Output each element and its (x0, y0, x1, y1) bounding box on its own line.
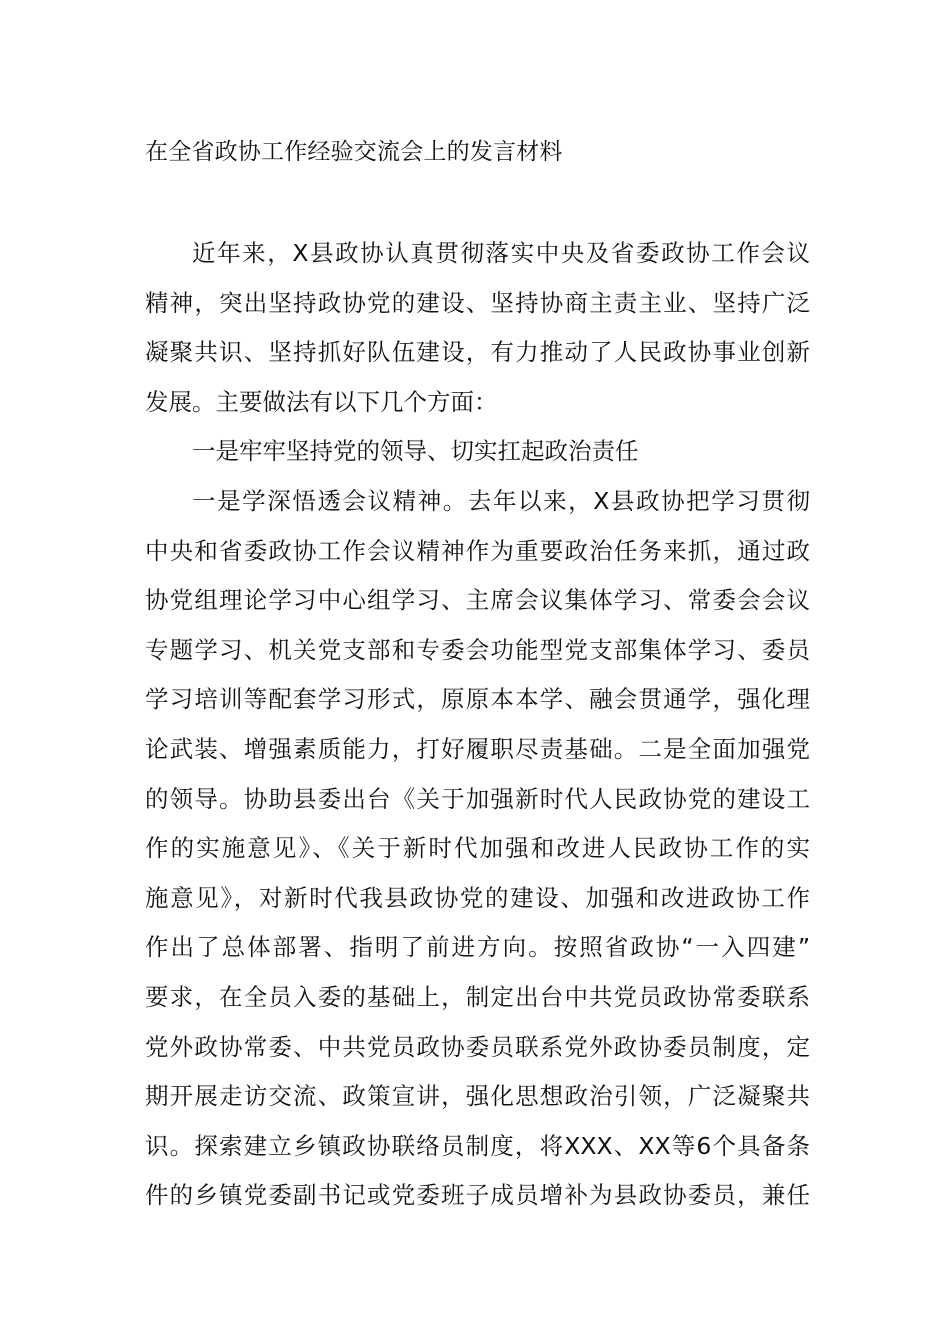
body-text-line: 的领导。协助县委出台《关于加强新时代人民政协党的建设工 (145, 784, 810, 813)
body-text-line: 要求，在全员入委的基础上，制定出台中共党员政协常委联系 (145, 982, 810, 1011)
body-text-line: 件的乡镇党委副书记或党委班子成员增补为县政协委员，兼任 (145, 1181, 810, 1210)
body-text-line: 一是学深悟透会议精神。去年以来，X县政协把学习贯彻 (192, 486, 810, 515)
body-text-line: 近年来，X县政协认真贯彻落实中央及省委政协工作会议 (192, 239, 810, 267)
body-text-line: 施意见》，对新时代我县政协党的建设、加强和改进政协工作 (145, 883, 810, 912)
body-text-line: 党外政协常委、中共党员政协委员联系党外政协委员制度，定 (145, 1032, 810, 1061)
body-text-line: 期开展走访交流、政策宣讲，强化思想政治引领，广泛凝聚共 (145, 1082, 810, 1111)
body-text-line: 一是牢牢坚持党的领导、切实扛起政治责任 (192, 437, 639, 466)
body-text-line: 发展。主要做法有以下几个方面： (145, 387, 498, 416)
body-text-line: 作的实施意见》、《关于新时代加强和改进人民政协工作的实 (145, 834, 810, 863)
body-text-line: 论武装、增强素质能力，打好履职尽责基础。二是全面加强党 (145, 734, 810, 763)
body-text-line: 学习培训等配套学习形式，原原本本学、融会贯通学，强化理 (145, 685, 810, 714)
body-text-line: 精神，突出坚持政协党的建设、坚持协商主责主业、坚持广泛 (145, 288, 810, 317)
body-text-line: 中央和省委政协工作会议精神作为重要政治任务来抓，通过政 (145, 536, 810, 565)
body-text-line: 识。探索建立乡镇政协联络员制度，将XXX、XX等6个具备条 (145, 1131, 810, 1160)
document-title: 在全省政协工作经验交流会上的发言材料 (145, 139, 563, 165)
document-body (145, 229, 810, 1221)
body-text-line: 协党组理论学习中心组学习、主席会议集体学习、常委会会议 (145, 586, 810, 615)
body-text-line: 作出了总体部署、指明了前进方向。按照省政协“一入四建” (145, 933, 810, 962)
body-text-line: 专题学习、机关党支部和专委会功能型党支部集体学习、委员 (145, 635, 810, 664)
body-text-line: 凝聚共识、坚持抓好队伍建设，有力推动了人民政协事业创新 (145, 338, 810, 367)
